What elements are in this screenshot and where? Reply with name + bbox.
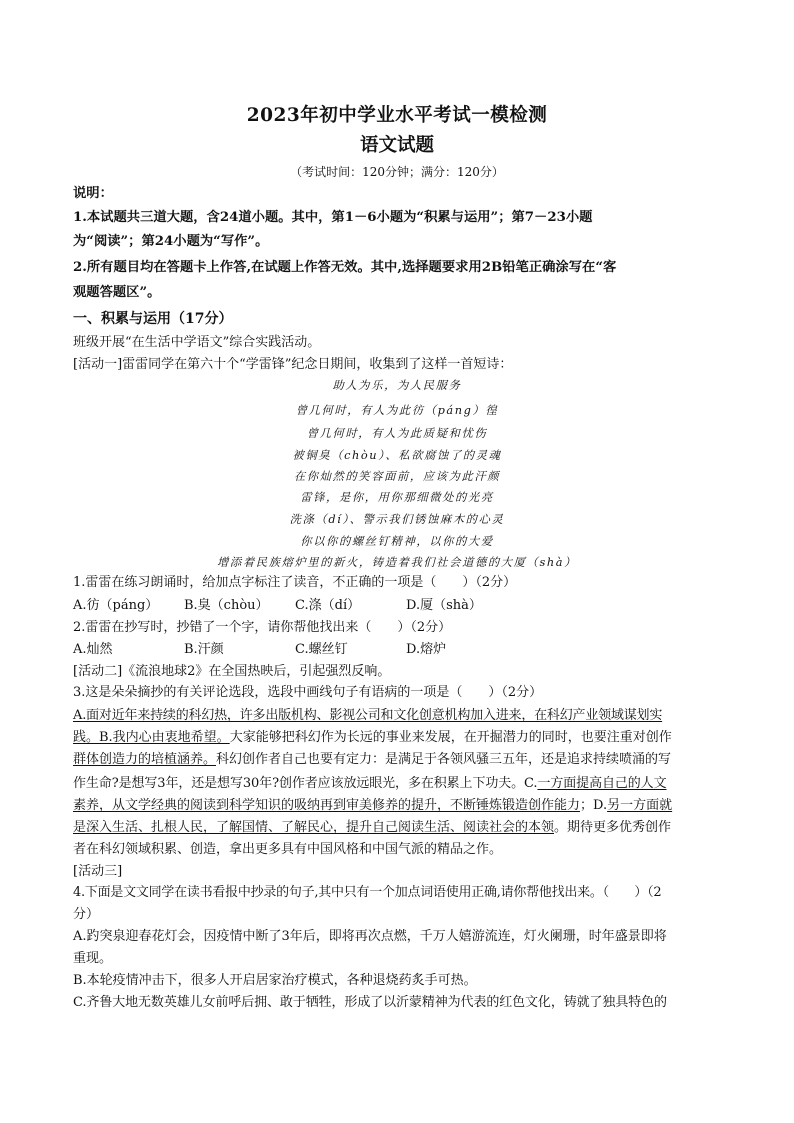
q3-sentence-a: A.面对近年来持续的科幻热，许多出版机构、影视公司和文化创意机构加入进来，在科幻产业领域谋划实 — [73, 708, 663, 723]
q3-line-3 — [73, 751, 671, 769]
q4-option-c: C.齐鲁大地无数英雄儿女前呼后拥、敢于牺牲，形成了以沂蒙精神为代表的红色文化，铸就了独具特色的 — [73, 995, 667, 1010]
q1-stem: 1.雷雷在练习朗诵时，给加点字标注了读音，不正确的一项是（ ）（2分） — [73, 575, 517, 590]
q3-sentence-d-cont: 是深入生活、扎根人民，了解国情、了解民心，提升自己阅读生活、阅读社会的本领 — [73, 820, 555, 835]
q3-line-7: 者在科幻领域积累、创造，拿出更多具有中国风格和中国气派的精品之作。 — [73, 842, 503, 857]
q2-stem: 2.雷雷在抄写时，抄错了一个字，请你帮他找出来（ ）（2分） — [73, 620, 452, 635]
q3-line-6 — [73, 819, 671, 837]
poem-line: 增添着民族熔炉里的新火，铸造着我们社会道德的大厦（shà） — [217, 556, 577, 569]
q3-sentence-c: 一方面提高自己的人文 — [537, 776, 667, 791]
poem-line: 雷锋，是你，用你那细微处的光亮 — [300, 491, 494, 504]
q3-line-4 — [73, 775, 667, 793]
exam-subtitle: 语文试题 — [359, 135, 434, 156]
q4-stem: 4.下面是文文同学在读书看报中抄录的句子,其中只有一个加点词语使用正确,请你帮他找出来。（ ）（2 — [73, 885, 662, 900]
q1-option-c: C.涤（dí） — [295, 598, 361, 613]
notes-line-1: 1.本试题共三道大题，含24道小题。其中，第1－6小题为“积累与运用”；第7－23小题 — [73, 210, 593, 225]
activity-3: [活动三] — [73, 864, 123, 879]
q4-option-a: A.趵突泉迎春花灯会，因疫情中断了3年后，即将再次点燃，千万人嬉游流连，灯火阑珊，时年盛景即将 — [73, 929, 667, 944]
notes-line-4: 观题答题区”。 — [73, 285, 161, 300]
exam-title: 2023年初中学业水平考试一模检测 — [246, 105, 548, 126]
q1-option-a: A.彷（páng） — [73, 598, 159, 613]
q3-sentence-d: 另一方面就 — [607, 798, 673, 813]
notes-line-3: 2.所有题目均在答题卡上作答,在试题上作答无效。其中,选择题要求用2B铅笔正确涂写在“客 — [73, 260, 617, 275]
exam-meta: （考试时间：120分钟；满分：120分） — [290, 165, 504, 179]
q3-line-1 — [73, 707, 662, 725]
q3-text: 大家能够把科幻作为长远的事业来发展，在开掘潜力的同时，也要注重对创作 — [229, 730, 672, 745]
q3-text: 作生命?是想写3年，还是想写30年?创作者应该放远眼光，多在积累上下功夫。C. — [73, 776, 538, 791]
q4-stem-cont: 分） — [73, 907, 100, 922]
q1-option-b: B.臭（chòu） — [184, 598, 269, 613]
poem-line: 在你灿然的笑容面前，应该为此汗颜 — [293, 470, 501, 483]
section-intro: 班级开展“在生活中学语文”综合实践活动。 — [73, 335, 321, 350]
q2-option-a: A.灿然 — [73, 642, 113, 657]
notes-heading: 说明： — [73, 186, 113, 201]
q3-sentence-b: 践。B.我内心由衷地希望。 — [73, 730, 230, 745]
q3-line-2 — [73, 729, 672, 747]
activity-1: [活动一]雷雷同学在第六十个“学雷锋”纪念日期间，收集到了这样一首短诗： — [73, 357, 513, 372]
q3-line-5 — [73, 797, 672, 815]
q4-option-a-cont: 重现。 — [73, 951, 113, 966]
notes-line-2: 为“阅读”；第24小题为“写作”。 — [73, 234, 269, 249]
poem-line: 洗涤（dí）、警示我们锈蚀麻木的心灵 — [289, 513, 505, 526]
poem-line: 曾几何时，有人为此质疑和忧伤 — [306, 427, 488, 440]
q4-option-b: B.本轮疫情冲击下，很多人开启居家治疗模式，各种退烧药炙手可热。 — [73, 973, 477, 988]
q3-stem: 3.这是朵朵摘抄的有关评论选段，选段中画线句子有语病的一项是（ ）（2分） — [73, 685, 543, 700]
q2-option-b: B.汗颜 — [184, 642, 224, 657]
poem-line: 被铜臭（chòu）、私欲腐蚀了的灵魂 — [292, 449, 502, 462]
q3-sentence-b-cont: 群体创造力的培植涵养。 — [73, 752, 217, 767]
q3-text: 。期待更多优秀创作 — [554, 820, 672, 835]
q3-text: 科幻创作者自己也要有定力：是满足于各领风骚三五年，还是追求持续喷涌的写 — [216, 752, 672, 767]
section-heading: 一、积累与运用（17分） — [73, 311, 233, 327]
poem-line: 你以你的螺丝钉精神，以你的大爱 — [300, 535, 494, 548]
q3-sentence-c-cont: 素养，从文学经典的阅读到科学知识的吸纳再到审美修养的提升，不断锤炼锻造创作能力 — [73, 798, 581, 813]
q1-option-d: D.厦（shà） — [406, 598, 482, 613]
poem-line: 助人为乐，为人民服务 — [332, 379, 462, 392]
q3-text: ；D. — [580, 798, 608, 813]
activity-2: [活动二]《流浪地球2》在全国热映后，引起强烈反响。 — [73, 664, 391, 679]
q2-option-c: C.螺丝钉 — [295, 642, 348, 657]
poem-line: 曾几何时，有人为此彷（páng）徨 — [295, 404, 499, 417]
q2-option-d: D.熔炉 — [406, 642, 447, 657]
